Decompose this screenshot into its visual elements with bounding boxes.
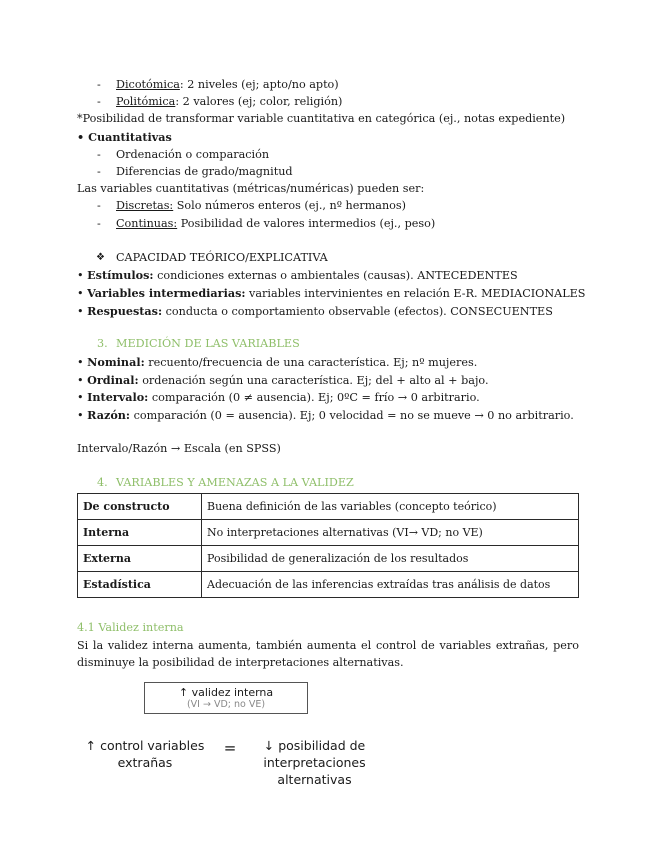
validity-table [77,493,579,598]
bullet-item-estimulos: • Estímulos: condiciones externas o ambientales (causas). ANTECEDENTES [77,268,518,282]
bullet-item-respuestas: • Respuestas: conducta o comportamiento observable (efectos). CONSECUENTES [77,304,553,318]
heading-text: Cuantitativas [88,130,172,144]
box-subtitle: (VI → VD; no VE) [186,699,266,710]
bullet-item-intervalo: • Intervalo: comparación (0 ≠ ausencia). Ej; 0ºC = frío → 0 arbitrario. [77,390,480,404]
definition: : 2 valores (ej; color, religión) [175,95,343,108]
list-item-continuas [116,217,435,231]
list-item-discretas [116,199,406,213]
bullet-item-ordinal: • Ordinal: ordenación según una característica. Ej; del + alto al + bajo. [77,373,489,387]
label-line: ↓ posibilidad de [263,738,366,753]
label-line: alternativas [277,772,352,787]
table-row [78,494,579,520]
list-item-dicotomica [116,78,339,92]
box-title: ↑ validez interna [178,686,274,699]
dash-marker: - [97,165,101,178]
definition: condiciones externas o ambientales (causas). ANTECEDENTES [153,269,518,282]
list-item: Diferencias de grado/magnitud [116,165,293,178]
term: Discretas: [116,199,174,212]
validity-description: Buena definición de las variables (concepto teórico) [202,494,579,520]
capacidad-heading: CAPACIDAD TEÓRICO/EXPLICATIVA [116,251,328,264]
definition: : 2 niveles (ej; apto/no apto) [179,78,339,91]
label-line: extrañas [117,755,173,770]
list-item: Ordenación o comparación [116,148,270,161]
validity-description: Posibilidad de generalización de los resultados [202,546,579,572]
label-line: ↑ control variables [85,738,205,753]
validity-description: Adecuación de las inferencias extraídas tras análisis de datos [202,572,579,598]
validity-type: De constructo [78,494,202,520]
section-number: 3. [97,337,108,350]
list-item-politomica [116,95,342,109]
table-row [78,546,579,572]
term: Variables intermediarias: [87,286,246,300]
definition: conducta o comportamiento observable (efectos). CONSECUENTES [162,305,553,318]
definition: ordenación según una característica. Ej; del + alto al + bajo. [138,374,489,387]
term: Respuestas: [87,304,163,318]
validity-type: Estadística [78,572,202,598]
bullet-item-nominal: • Nominal: recuento/frecuencia de una característica. Ej; nº mujeres. [77,355,478,369]
validity-type: Interna [78,520,202,546]
dash-marker: - [97,95,101,108]
dash-marker: - [97,148,101,161]
control-variables-label [80,737,210,771]
bullet-item-razon: • Razón: comparación (0 = ausencia). Ej; 0 velocidad = no se mueve → 0 no arbitrario. [77,408,574,422]
dash-marker: - [97,199,101,212]
cuantitativas-intro: Las variables cuantitativas (métricas/numéricas) pueden ser: [77,182,425,195]
escala-line: Intervalo/Razón → Escala (en SPSS) [77,442,281,455]
section-title-validez: VARIABLES Y AMENAZAS A LA VALIDEZ [116,476,354,489]
section-number: 4. [97,476,108,489]
validity-description: No interpretaciones alternativas (VI→ VD; no VE) [202,520,579,546]
section-title-medicion: MEDICIÓN DE LAS VARIABLES [116,337,300,350]
term: Ordinal: [87,373,139,387]
term: Estímulos: [87,268,154,282]
definition: Posibilidad de valores intermedios (ej., peso) [177,217,436,230]
note-transform: *Posibilidad de transformar variable cuantitativa en categórica (ej., notas expediente) [77,112,566,125]
definition: recuento/frecuencia de una característica. Ej; nº mujeres. [144,356,478,369]
equals-sign: = [223,739,237,757]
validez-interna-box [144,682,308,714]
dash-marker: - [97,78,101,91]
term: Razón: [87,408,131,422]
paragraph: Si la validez interna aumenta, también aumenta el control de variables extrañas, pero disminuye la posibilidad de interpretaciones alternativas. [77,639,579,669]
term: Continuas: [116,217,178,230]
term: Intervalo: [87,390,149,404]
label-line: interpretaciones [263,755,366,770]
table-row [78,572,579,598]
term: Nominal: [87,355,145,369]
bullet: • [77,130,85,144]
dash-marker: - [97,217,101,230]
subsection-title: 4.1 Validez interna [77,621,184,634]
validity-type: Externa [78,546,202,572]
table-row [78,520,579,546]
definition: variables intervinientes en relación E-R. MEDIACIONALES [245,287,586,300]
term: Politómica [116,95,176,108]
bullet-item-intermediarias: • Variables intermediarias: variables intervinientes en relación E-R. MEDIACIONALES [77,286,586,300]
definition: Solo números enteros (ej., nº hermanos) [173,199,407,212]
diamond-bullet-icon: ❖ [96,252,105,263]
posibilidad-label [252,737,377,788]
term: Dicotómica [116,78,180,91]
cuantitativas-heading [77,130,172,144]
definition: comparación (0 = ausencia). Ej; 0 velocidad = no se mueve → 0 no arbitrario. [130,409,574,422]
definition: comparación (0 ≠ ausencia). Ej; 0ºC = frío → 0 arbitrario. [148,391,480,404]
